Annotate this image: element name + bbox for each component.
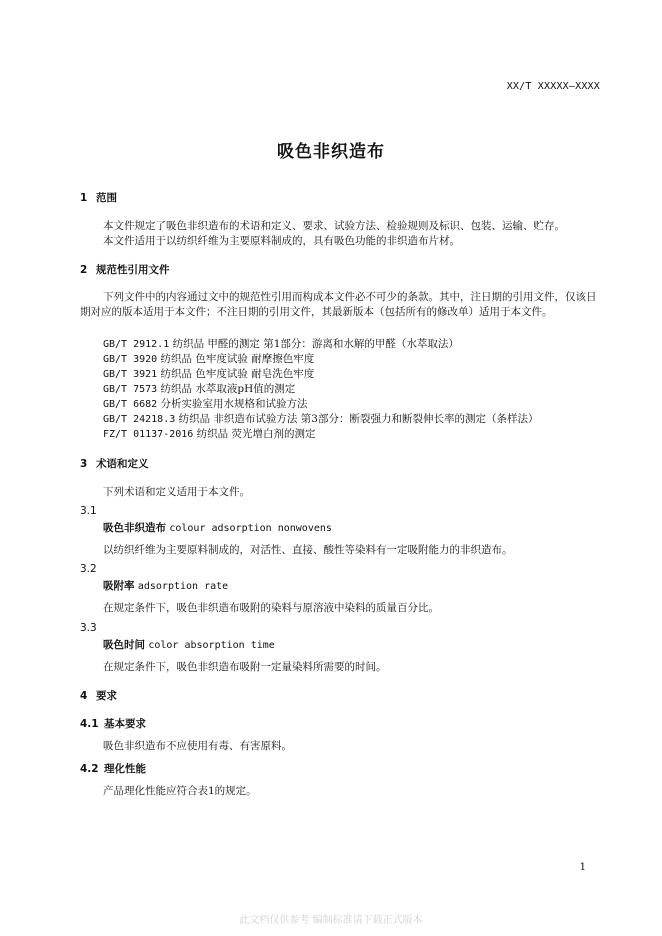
scope-paragraph-2: 本文件适用于以纺织纤维为主要原料制成的，具有吸色功能的非织造布片材。 (103, 235, 460, 247)
section-2-heading (80, 262, 170, 277)
reference-title: 纺织品 荧光增白剂的测定 (196, 428, 316, 440)
term-definition: 在规定条件下，吸色非织造布吸附一定量染料所需要的时间。 (103, 661, 387, 673)
term-english: adsorption rate (137, 581, 229, 592)
reference-item (103, 351, 314, 366)
term-entry (103, 520, 332, 535)
section-number: 1 (80, 192, 88, 204)
document-title: 吸色非织造布 (277, 142, 385, 162)
reference-item (103, 381, 295, 396)
reference-title: 纺织品 色牢度试验 耐皂洗色牢度 (160, 368, 315, 380)
standard-code: XX/T XXXXX—XXXX (506, 81, 600, 92)
reference-code: FZ/T 01137-2016 (103, 429, 194, 440)
reference-item (103, 366, 314, 381)
term-english: colour adsorption nonwovens (169, 523, 332, 534)
subsection-number: 4.1 (80, 718, 99, 730)
subsection-title: 基本要求 (104, 718, 146, 730)
reference-title: 分析实验室用水规格和试验方法 (160, 398, 308, 410)
page-number: 1 (579, 862, 586, 873)
reference-code: GB/T 3920 (103, 354, 158, 365)
reference-title: 纺织品 色牢度试验 耐摩擦色牢度 (160, 353, 315, 365)
term-chinese: 吸附率 (103, 580, 135, 592)
references-intro: 下列文件中的内容通过文中的规范性引用而构成本文件必不可少的条款。其中，注日期的引用文件，仅该日期对应的版本适用于本文件；不注日期的引用文件，其最新版本（包括所有的修改单）适用于本文件。 (80, 291, 597, 318)
section-title: 规范性引用文件 (96, 264, 170, 276)
term-chinese: 吸色非织造布 (103, 522, 166, 534)
term-number: 3.2 (80, 563, 97, 575)
reference-code: GB/T 24218.3 (103, 414, 176, 425)
reference-item (103, 336, 459, 351)
section-3-heading (80, 456, 149, 471)
term-number: 3.1 (80, 505, 97, 517)
term-definition: 在规定条件下，吸色非织造布吸附的染料与原溶液中染料的质量百分比。 (103, 602, 439, 614)
reference-code: GB/T 3921 (103, 369, 158, 380)
section-1-heading (80, 190, 117, 205)
subsection-title: 理化性能 (104, 763, 146, 775)
subsection-4-2-heading (80, 761, 146, 776)
basic-requirement-text: 吸色非织造布不应使用有毒、有害原料。 (103, 740, 292, 752)
term-entry (103, 578, 228, 593)
term-entry (103, 637, 275, 652)
section-number: 4 (80, 690, 88, 702)
term-definition: 以纺织纤维为主要原料制成的，对活性、直接、酸性等染料有一定吸附能力的非织造布。 (103, 544, 513, 556)
subsection-number: 4.2 (80, 763, 99, 775)
term-number: 3.3 (80, 622, 97, 634)
section-title: 要求 (96, 690, 117, 702)
section-title: 术语和定义 (96, 458, 149, 470)
term-chinese: 吸色时间 (103, 639, 145, 651)
reference-code: GB/T 7573 (103, 384, 158, 395)
section-number: 3 (80, 458, 88, 470)
reference-title: 纺织品 水萃取液pH值的测定 (160, 383, 296, 395)
footer-watermark: 此文档仅供参考 编制标准请下载正式版本 (239, 915, 423, 926)
reference-title: 纺织品 甲醛的测定 第1部分：游离和水解的甲醛（水萃取法） (172, 338, 459, 350)
section-4-heading (80, 688, 117, 703)
subsection-4-1-heading (80, 716, 146, 731)
reference-item (103, 411, 538, 426)
terms-intro: 下列术语和定义适用于本文件。 (103, 486, 250, 498)
reference-title: 纺织品 非织造布试验方法 第3部分：断裂强力和断裂伸长率的测定（条样法） (178, 413, 539, 425)
reference-item (103, 426, 316, 441)
section-title: 范围 (96, 192, 117, 204)
section-number: 2 (80, 264, 88, 276)
scope-paragraph-1: 本文件规定了吸色非织造布的术语和定义、要求、试验方法、检验规则及标识、包装、运输、贮存。 (103, 220, 565, 232)
reference-item (103, 396, 308, 411)
term-english: color absorption time (148, 640, 275, 651)
reference-code: GB/T 2912.1 (103, 339, 170, 350)
physicochemical-requirement-text: 产品理化性能应符合表1的规定。 (103, 785, 257, 797)
reference-code: GB/T 6682 (103, 399, 158, 410)
